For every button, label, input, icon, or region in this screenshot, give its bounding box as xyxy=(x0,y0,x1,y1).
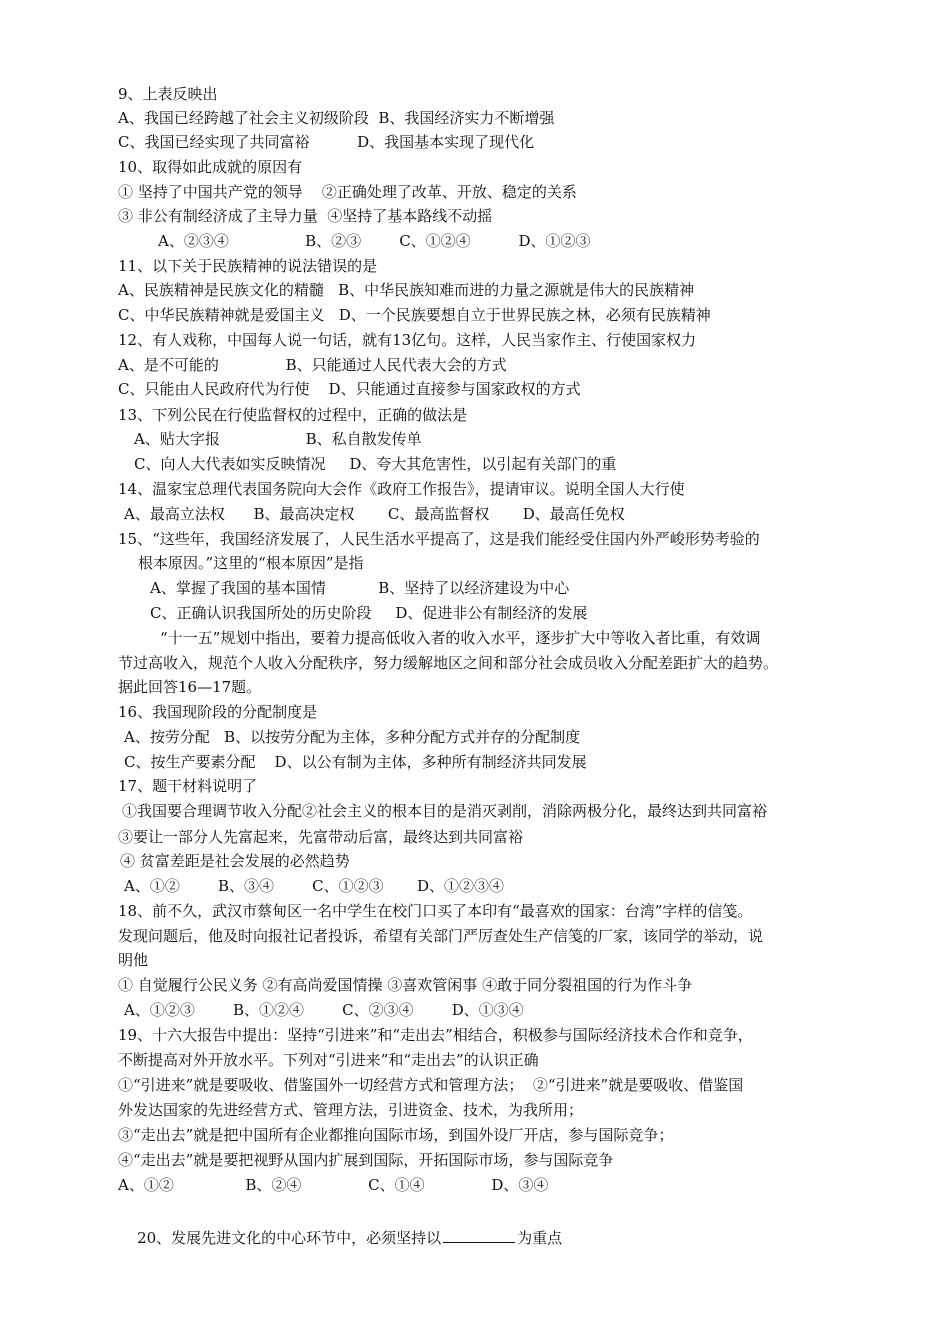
text-line: ①我国要合理调节收入分配②社会主义的根本目的是消灭剥削，消除两极分化，最终达到共同富裕 xyxy=(122,802,768,820)
text-line: A、②③④ B、②③ C、①②④ D、①②③ xyxy=(158,232,591,250)
text-line: ③ 非公有制经济成了主导力量 ④坚持了基本路线不动摇 xyxy=(118,207,493,225)
text-line: 明他 xyxy=(118,951,149,969)
question-20-line xyxy=(118,1204,563,1247)
text-line: C、按生产要素分配 D、以公有制为主体，多种所有制经济共同发展 xyxy=(124,753,587,771)
text-line: 9、上表反映出 xyxy=(118,85,218,103)
text-line: A、民族精神是民族文化的精髓 B、中华民族知难而进的力量之源就是伟大的民族精神 xyxy=(118,281,695,299)
text-line: A、贴大字报 B、私自散发传单 xyxy=(134,430,422,448)
text-line: 不断提高对外开放水平。下列对“引进来”和“走出去”的认识正确 xyxy=(118,1051,539,1069)
text-line: ①“引进来”就是要吸收、借鉴国外一切经营方式和管理方法； ②“引进来”就是要吸收、借鉴国 xyxy=(118,1076,744,1094)
text-line: ③“走出去”就是把中国所有企业都推向国际市场，到国外设厂开店，参与国际竞争； xyxy=(118,1126,674,1144)
text-line: 13、下列公民在行使监督权的过程中，正确的做法是 xyxy=(118,406,468,424)
text-line: C、向人大代表如实反映情况 D、夸大其危害性，以引起有关部门的重 xyxy=(134,455,617,473)
text-line: 14、温家宝总理代表国务院向大会作《政府工作报告》，提请审议。说明全国人大行使 xyxy=(118,480,685,498)
text-line: A、①② B、③④ C、①②③ D、①②③④ xyxy=(124,877,505,895)
text-line: ① 坚持了中国共产党的领导 ②正确处理了改革、开放、稳定的关系 xyxy=(118,183,577,201)
text-line: A、按劳分配 B、以按劳分配为主体，多种分配方式并存的分配制度 xyxy=(124,728,581,746)
text-line: C、中华民族精神就是爱国主义 D、一个民族要想自立于世界民族之林，必须有民族精神 xyxy=(118,306,711,324)
text-line: A、①②③ B、①②④ C、②③④ D、①③④ xyxy=(124,1001,524,1019)
text-line: 根本原因。”这里的“根本原因”是指 xyxy=(138,554,364,572)
text-line: 节过高收入，规范个人收入分配秩序，努力缓解地区之间和部分社会成员收入分配差距扩大的趋势。 xyxy=(118,654,779,672)
text-line: ③要让一部分人先富起来，先富带动后富，最终达到共同富裕 xyxy=(118,828,524,846)
text-line: C、只能由人民政府代为行使 D、只能通过直接参与国家政权的方式 xyxy=(118,380,581,398)
text-line: ④“走出去”就是要把视野从国内扩展到国际，开拓国际市场，参与国际竞争 xyxy=(118,1151,614,1169)
text-line: “十一五”规划中指出，要着力提高低收入者的收入水平，逐步扩大中等收入者比重，有效调 xyxy=(160,629,761,647)
text-line: 16、我国现阶段的分配制度是 xyxy=(118,703,318,721)
text-line: 12、有人戏称，中国每人说一句话，就有13亿句。这样，人民当家作主、行使国家权力 xyxy=(118,331,697,349)
text-line: A、最高立法权 B、最高决定权 C、最高监督权 D、最高任免权 xyxy=(124,505,625,523)
text-line: 18、前不久，武汉市蔡甸区一名中学生在校门口买了本印有“最喜欢的国家：台湾”字样的信笺。 xyxy=(118,902,753,920)
text-line: C、我国已经实现了共同富裕 D、我国基本实现了现代化 xyxy=(118,133,535,151)
question-20-suffix: 为重点 xyxy=(517,1229,563,1247)
text-line: 11、以下关于民族精神的说法错误的是 xyxy=(118,257,378,275)
text-line: A、掌握了我国的基本国情 B、坚持了以经济建设为中心 xyxy=(150,579,570,597)
text-line: 外发达国家的先进经营方式、管理方法，引进资金、技术，为我所用； xyxy=(118,1101,584,1119)
text-line: 17、题干材料说明了 xyxy=(118,777,258,795)
text-line: 据此回答16—17题。 xyxy=(118,678,262,696)
text-line: ④ 贫富差距是社会发展的必然趋势 xyxy=(120,852,350,870)
text-line: 发现问题后，他及时向报社记者投诉，希望有关部门严厉查处生产信笺的厂家，该同学的举动，说 xyxy=(118,927,764,945)
text-line: 10、取得如此成就的原因有 xyxy=(118,158,303,176)
text-line: 19、十六大报告中提出：坚持“引进来”和“走出去”相结合，积极参与国际经济技术合作和竞争， xyxy=(118,1026,753,1044)
text-line: 15、“这些年，我国经济发展了，人民生活水平提高了，这是我们能经受住国内外严峻形势考验的 xyxy=(118,530,760,548)
text-line: A、①② B、②④ C、①④ D、③④ xyxy=(118,1176,549,1194)
text-line: ① 自觉履行公民义务 ②有高尚爱国情操 ③喜欢管闲事 ④敢于同分裂祖国的行为作斗争 xyxy=(118,976,693,994)
fill-in-blank xyxy=(443,1226,515,1243)
text-line: A、我国已经跨越了社会主义初级阶段 B、我国经济实力不断增强 xyxy=(118,109,555,127)
question-20-prefix: 20、发展先进文化的中心环节中，必须坚持以 xyxy=(137,1229,442,1247)
text-line: A、是不可能的 B、只能通过人民代表大会的方式 xyxy=(118,356,507,374)
text-line: C、正确认识我国所处的历史阶段 D、促进非公有制经济的发展 xyxy=(150,604,588,622)
